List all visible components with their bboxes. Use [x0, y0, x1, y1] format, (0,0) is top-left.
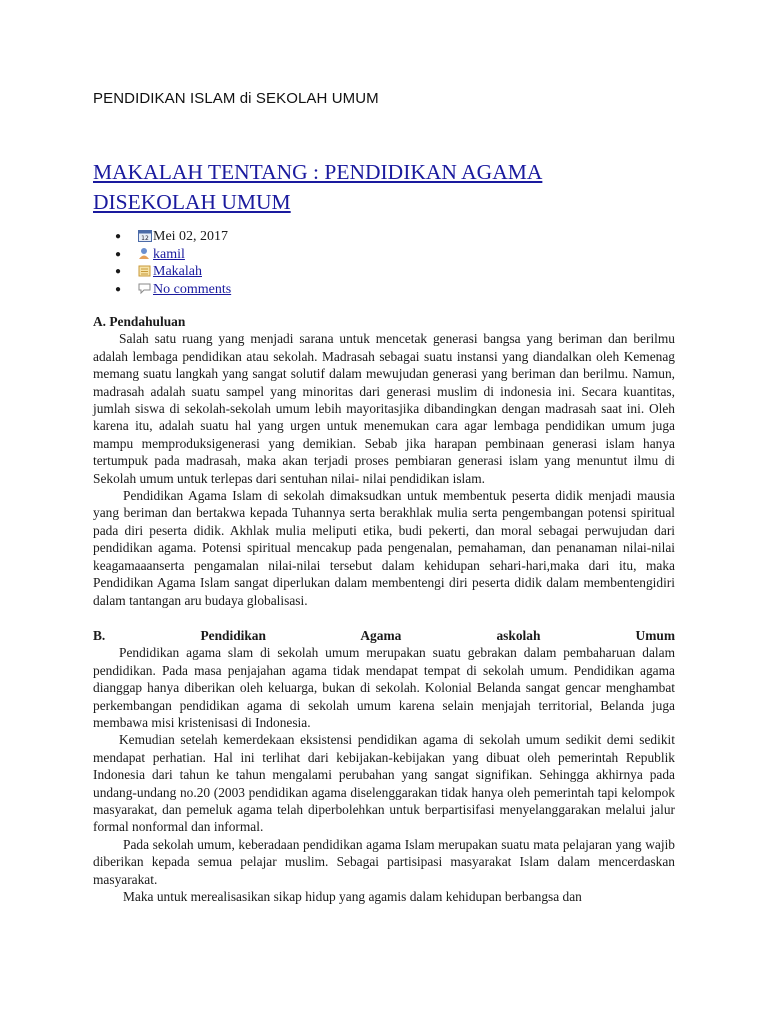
post-date: Mei 02, 2017 — [153, 229, 229, 244]
paragraph: Maka untuk merealisasikan sikap hidup yang agamis dalam kehidupan berbangsa dan — [123, 889, 582, 904]
comment-icon — [138, 282, 152, 295]
bullet-icon: ● — [115, 248, 122, 260]
meta-date-item — [93, 228, 231, 246]
folder-icon — [138, 264, 152, 277]
calendar-icon — [138, 229, 152, 242]
meta-comments-item — [93, 281, 231, 299]
comments-link[interactable]: No comments — [153, 281, 232, 297]
paragraph: Kemudian setelah kemerdekaan eksistensi pendidikan agama di sekolah umum sedikit demi sedikit mendapat perhatian. Hal ini terlihat dari kebijakan-kebijakan yang dibuat oleh pemerintah Republik Indonesia dari tahun ke tahun mengalami perubahan yang sangat signifikan. Sehingga akhirnya pada undang-undang no.20 (2003 pendidikan agama diselenggarakan tidak hanya oleh pemerintah tapi kelompok masyarakat, dan pemeluk agama telah diperbolehkan untuk berpartisifasi menyelanggarakan melalui jalur formal nonformal dan informal. — [93, 732, 675, 835]
article-title-link[interactable]: MAKALAH TENTANG : PENDIDIKAN AGAMA DISEKOLAH UMUM — [93, 160, 543, 214]
page-header-title: PENDIDIKAN ISLAM di SEKOLAH UMUM — [93, 90, 379, 107]
post-meta-list — [93, 228, 231, 298]
paragraph: Salah satu ruang yang menjadi sarana untuk mencetak generasi bangsa yang beriman dan berilmu adalah lembaga pendidikan atau sekolah. Madrasah sebagai suatu instansi yang diandalkan oleh Kemenag memang suatu langkah yang sangat solutif dalam mewujudan generasi yang beriman dan berilmu. Namun, madrasah adalah suatu sampel yang minoritas dari generasi muslim di indonesia ini. Secara kuantitas, jumlah siswa di sekolah-sekolah umum lebih mayoritasjika dibandingkan dengan madrasah saat ini. Oleh karena itu, adalah suatu hal yang urgen untuk menemukan cara agar lembaga pendidikan umum juga mampu memproduksigenerasi yang demikian. Sebab jika harapan pembinaan generasi islam hanya tertumpuk pada madrasah, maka akan terjadi proses pembiaran generasi islam yang menuntut ilmu di Sekolah umum untuk terlepas dari sentuhan nilai- nilai pendidikan islam. — [93, 331, 675, 486]
paragraph: Pada sekolah umum, keberadaan pendidikan agama Islam merupakan suatu mata pelajaran yang wajib diberikan kepada semua pelajar muslim. Sebagai partisipasi masyarakat Islam dalam mencerdaskan masyarakat. — [93, 836, 675, 887]
paragraph: Pendidikan Agama Islam di sekolah dimaksudkan untuk membentuk peserta didik menjadi mausia yang beriman dan bertakwa kepada Tuhannya serta berakhlak mulia serta pengembangan potensi spiritual pada diri peserta didik. Akhlak mulia meliputi etika, budi pekerti, dan moral sebagai perwujudan dari pendidikan agama. Potensi spiritual mencakup pada pengenalan, pemahaman, dan penanaman nilai-nilai keagamaaanserta pengamalan nilai-nilai tersebut dalam kehidupan sehari-hari,maka dari itu, maka Pendidikan Agama Islam sangat diperlukan dalam membentengi diri peserta didik dalam membentengidiri dalam tantangan aru budaya globalisasi. — [93, 488, 675, 608]
user-icon — [138, 247, 152, 260]
bullet-icon: ● — [115, 266, 122, 277]
bullet-icon: ● — [115, 283, 122, 295]
meta-category-item — [93, 263, 231, 281]
section-b-heading: B. Pendidikan Agama askolah Umum — [93, 627, 675, 643]
article-body — [93, 313, 675, 905]
svg-text:12: 12 — [141, 235, 149, 242]
section-a-heading: A. Pendahuluan — [93, 314, 186, 329]
meta-author-item — [93, 246, 231, 264]
paragraph: Pendidikan agama slam di sekolah umum merupakan suatu gebrakan dalam pembaharuan dalam pendidikan. Pada masa penjajahan agama tidak mendapat tempat di sekolah umum. Pendidikan agama dianggap hanya diberikan oleh keluarga, bukan di sekolah. Kolonial Belanda sangat gencar menghambat perkembangan pendidikan agama di sekolah umum karena selain menjajah territorial, Belanda juga membawa misi kristenisasi di Indonesia. — [93, 645, 675, 730]
bullet-icon: ● — [115, 231, 122, 242]
author-link[interactable]: kamil — [153, 246, 185, 262]
spacer — [93, 609, 675, 627]
category-link[interactable]: Makalah — [153, 264, 202, 279]
